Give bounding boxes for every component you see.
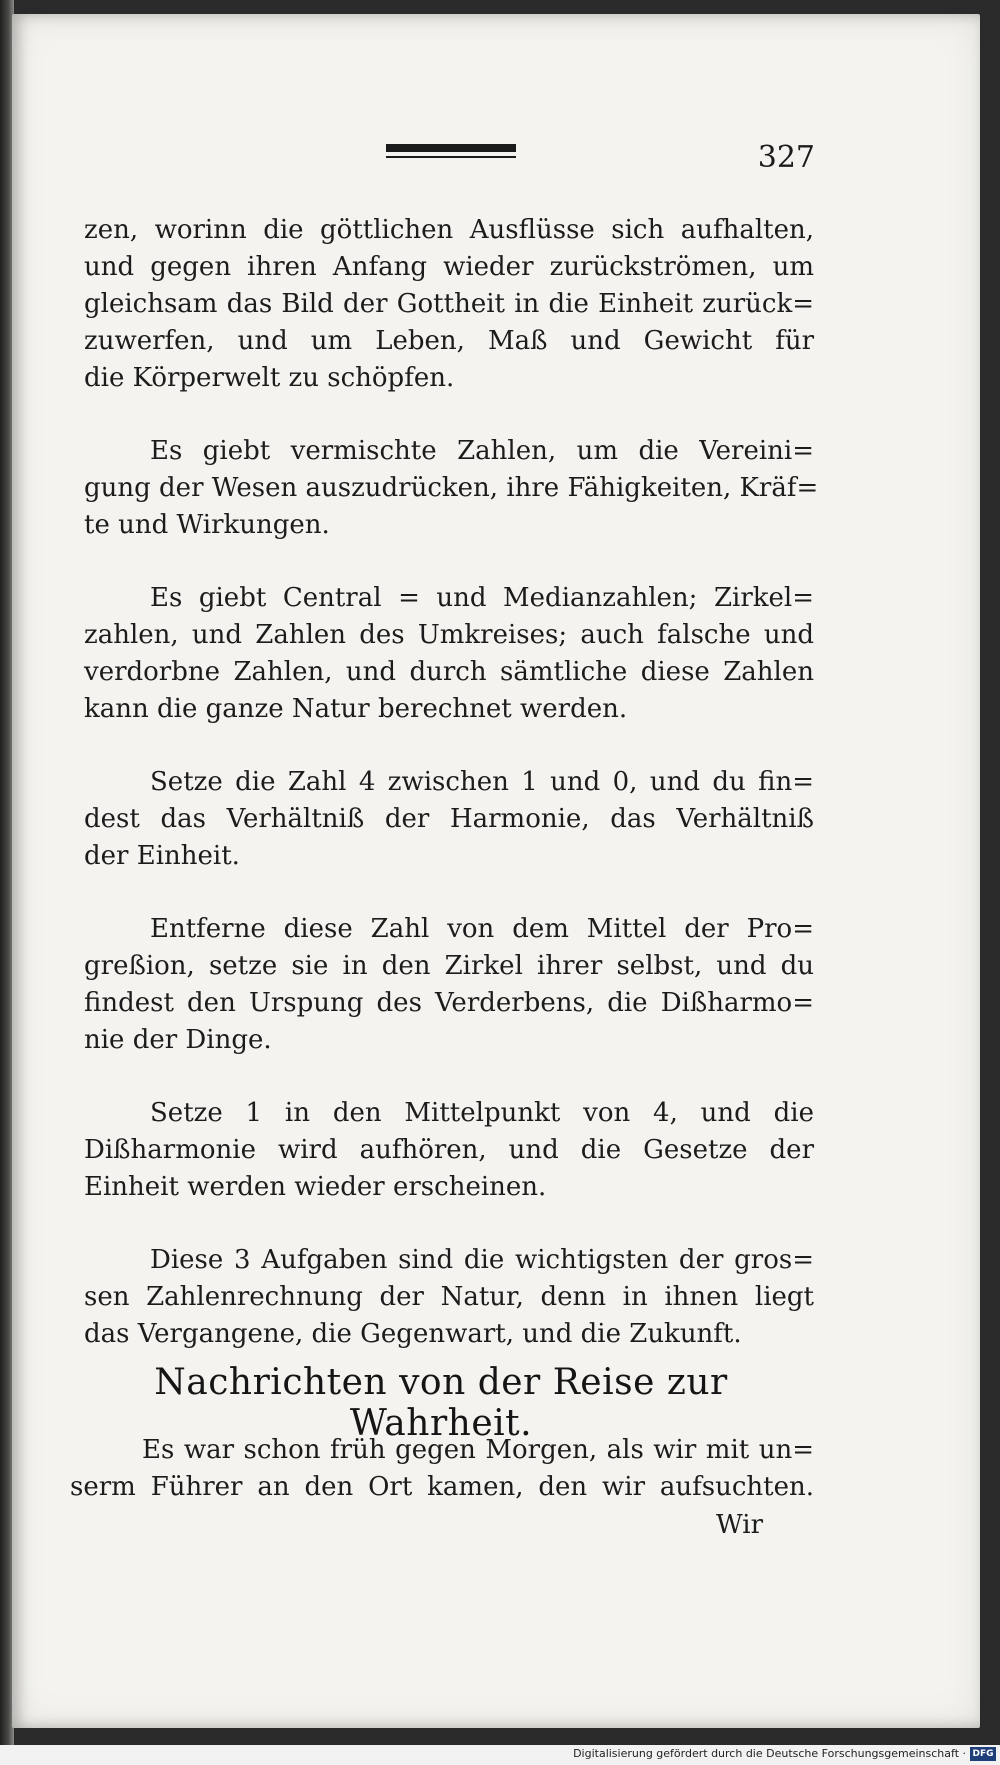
paragraph-2: [84, 433, 819, 544]
text-line: verdorbne Zahlen, und durch sämtliche diese Zahlen: [84, 657, 814, 687]
text-line: sen Zahlenrechnung der Natur, denn in ihnen liegt: [84, 1282, 814, 1312]
paragraph-3: [84, 580, 814, 728]
text-line: Dißharmonie wird aufhören, und die Gesetze der: [84, 1135, 814, 1165]
text-line: Es war schon früh gegen Morgen, als wir mit un=: [142, 1435, 814, 1465]
text-line: die Körperwelt zu schöpfen.: [84, 363, 455, 393]
text-line: zahlen, und Zahlen des Umkreises; auch falsche und: [84, 620, 814, 650]
paragraph-7: [84, 1242, 814, 1353]
text-line: Es giebt Central = und Medianzahlen; Zirkel=: [150, 583, 814, 613]
paragraph-1: [84, 212, 814, 397]
text-line: findest den Urspung des Verderbens, die Dißharmo=: [84, 988, 814, 1018]
text-line: das Vergangene, die Gegenwart, und die Zukunft.: [84, 1319, 742, 1349]
text-line: und gegen ihren Anfang wieder zurückströmen, um: [84, 252, 814, 282]
page-number: 327: [757, 140, 815, 175]
text-line: gleichsam das Bild der Gottheit in die Einheit zurück=: [84, 289, 814, 319]
paragraph-5: [84, 911, 814, 1059]
text-line: Einheit werden wieder erscheinen.: [84, 1172, 547, 1202]
catchword: Wir: [716, 1510, 764, 1540]
text-line: zen, worinn die göttlichen Ausflüsse sich aufhalten,: [84, 215, 814, 245]
text-line: kann die ganze Natur berechnet werden.: [84, 694, 628, 724]
text-line: nie der Dinge.: [84, 1025, 272, 1055]
paragraph-6: [84, 1095, 814, 1206]
text-line: dest das Verhältniß der Harmonie, das Verhältniß: [84, 804, 814, 834]
dfg-logo: DFG: [970, 1747, 996, 1761]
text-line: Es giebt vermischte Zahlen, um die Vereini=: [150, 436, 814, 466]
body-text: [84, 212, 819, 1389]
text-line: zuwerfen, und um Leben, Maß und Gewicht für: [84, 326, 814, 356]
text-line: Setze 1 in den Mittelpunkt von 4, und die: [150, 1098, 814, 1128]
text-line: Setze die Zahl 4 zwischen 1 und 0, und du fin=: [150, 767, 814, 797]
footer-bar: [0, 1745, 1000, 1765]
text-line: Entferne diese Zahl von dem Mittel der Pro=: [150, 914, 814, 944]
text-line: greßion, setze sie in den Zirkel ihrer selbst, und du: [84, 951, 814, 981]
section-paragraph: [70, 1432, 814, 1506]
text-line: te und Wirkungen.: [84, 510, 330, 540]
text-line: serm Führer an den Ort kamen, den wir aufsuchten.: [70, 1472, 814, 1502]
text-line: der Einheit.: [84, 841, 240, 871]
section-heading: Nachrichten von der Reise zur Wahrheit.: [154, 1362, 728, 1444]
paragraph-4: [84, 764, 814, 875]
decorative-rule: [386, 144, 516, 158]
text-line: gung der Wesen auszudrücken, ihre Fähigkeiten, Kräf=: [84, 473, 819, 503]
footer-credit: Digitalisierung gefördert durch die Deutsche Forschungsgemeinschaft ·: [573, 1747, 966, 1760]
text-line: Diese 3 Aufgaben sind die wichtigsten der gros=: [150, 1245, 814, 1275]
